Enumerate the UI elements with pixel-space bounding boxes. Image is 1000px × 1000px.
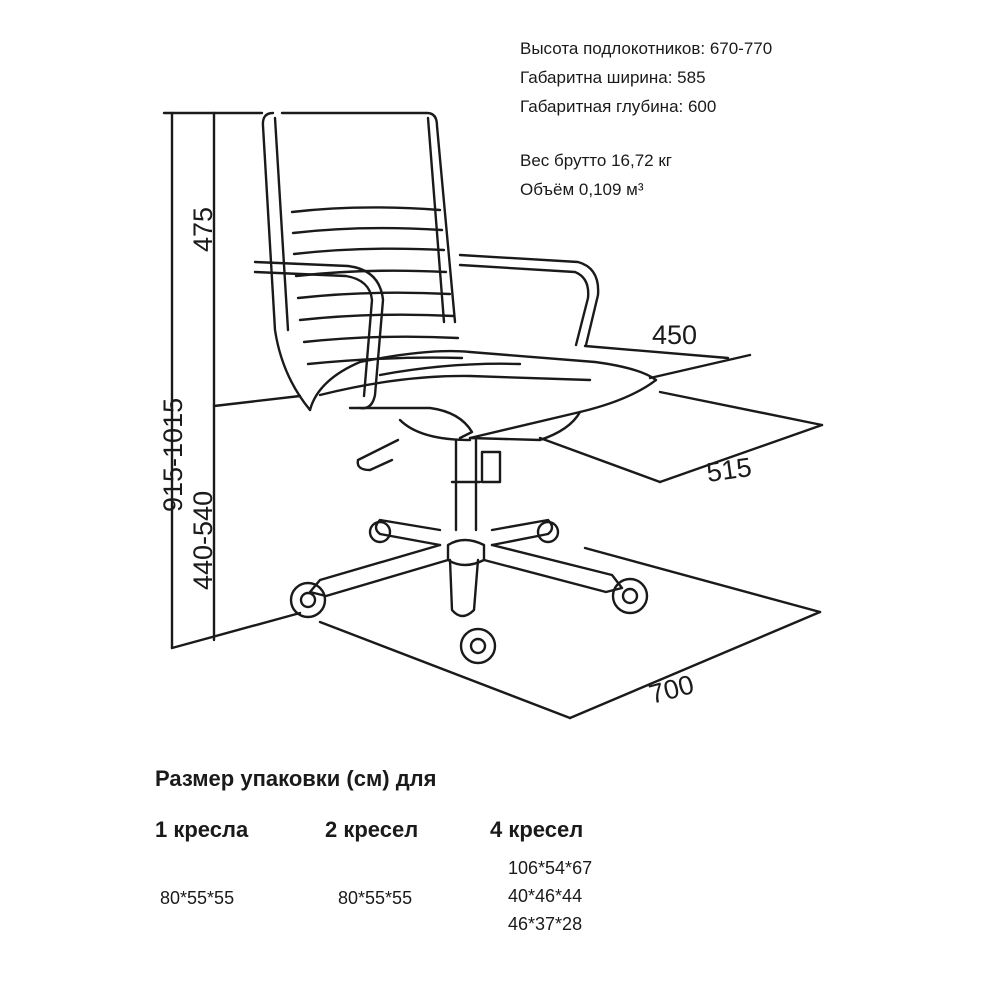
seat-width-dimension-lines xyxy=(585,346,750,378)
armrest-height-spec: Высота подлокотников: 670-770 xyxy=(520,39,773,58)
seat-depth-dimension-lines xyxy=(540,392,822,482)
casters xyxy=(291,522,647,663)
seat-width-label: 450 xyxy=(652,320,698,350)
backrest xyxy=(263,113,462,410)
volume-spec: Объём 0,109 м³ xyxy=(520,180,644,199)
packaging-size-4a: 106*54*67 xyxy=(508,858,593,878)
packaging-header-4: 4 кресел xyxy=(490,817,584,842)
packaging-size-4b: 40*46*44 xyxy=(508,886,583,906)
packaging-header-2: 2 кресел xyxy=(325,817,419,842)
packaging-title: Размер упаковки (см) для xyxy=(155,766,437,791)
gas-cylinder xyxy=(452,440,480,530)
gross-weight-spec: Вес брутто 16,72 кг xyxy=(520,151,672,170)
packaging-size-1: 80*55*55 xyxy=(160,888,235,908)
seat xyxy=(310,351,656,438)
base-diameter-dimension-lines xyxy=(320,548,820,718)
base-diameter-label: 700 xyxy=(645,669,698,710)
packaging-header-1: 1 кресла xyxy=(155,817,249,842)
seat-depth-label: 515 xyxy=(704,451,754,488)
overall-depth-spec: Габаритная глубина: 600 xyxy=(520,97,717,116)
packaging-size-4c: 46*37*28 xyxy=(508,914,583,934)
right-armrest xyxy=(460,255,598,345)
back-height-label: 475 xyxy=(188,206,218,252)
total-height-label: 915-1015 xyxy=(158,397,188,512)
left-armrest xyxy=(255,262,472,438)
overall-width-spec: Габаритна ширина: 585 xyxy=(520,68,706,87)
seat-height-label: 440-540 xyxy=(188,490,218,590)
star-base xyxy=(310,520,622,616)
packaging-size-2: 80*55*55 xyxy=(338,888,413,908)
tilt-mechanism xyxy=(358,412,580,482)
